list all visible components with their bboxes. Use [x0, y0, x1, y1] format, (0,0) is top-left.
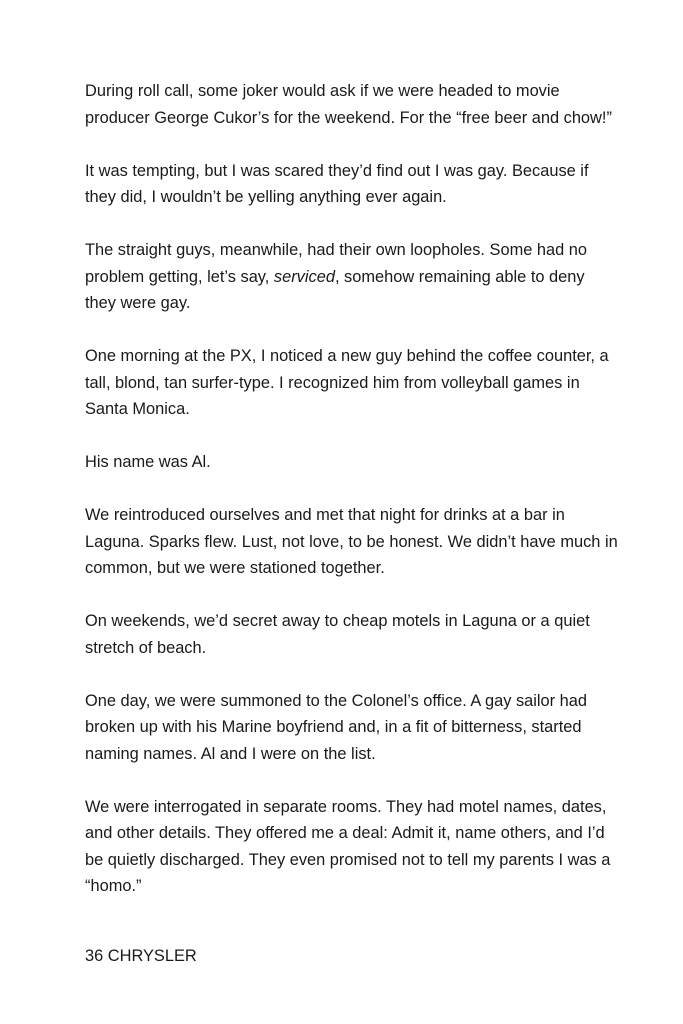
- paragraph-text: , somehow remaining able to deny they were gay.: [85, 267, 585, 312]
- paragraph: We were interrogated in separate rooms. They had motel names, dates, and other details. They offered me a deal: Admit it, name others, and I’d be quietly discharged. They even promised not to tell my parents I was a “homo.”: [85, 797, 611, 895]
- paragraph: [85, 237, 620, 317]
- paragraph: During roll call, some joker would ask if we were headed to movie producer George Cukor’s for the weekend. For the “free beer and chow!”: [85, 82, 612, 127]
- paragraph: We reintroduced ourselves and met that night for drinks at a bar in Laguna. Sparks flew. Lust, not love, to be honest. We didn’t have much in common, but we were stationed together.: [85, 506, 618, 577]
- page-footer: 36 CHRYSLER: [85, 947, 197, 965]
- paragraph: On weekends, we’d secret away to cheap motels in Laguna or a quiet stretch of beach.: [85, 612, 590, 657]
- paragraph: One day, we were summoned to the Colonel’s office. A gay sailor had broken up with his Marine boyfriend and, in a fit of bitterness, started naming names. Al and I were on the list.: [85, 691, 588, 763]
- paragraph: His name was Al.: [85, 453, 211, 471]
- paragraph-text: The straight guys, meanwhile, had their own loopholes. Some had no problem getting, let’s say,: [85, 241, 588, 286]
- paragraph: One morning at the PX, I noticed a new guy behind the coffee counter, a tall, blond, tan surfer-type. I recognized him from volleyball games in Santa Monica.: [85, 347, 609, 418]
- paragraph: It was tempting, but I was scared they’d find out I was gay. Because if they did, I wouldn’t be yelling anything ever again.: [85, 161, 589, 206]
- body-text: [85, 78, 620, 926]
- italic-text: serviced: [273, 267, 335, 286]
